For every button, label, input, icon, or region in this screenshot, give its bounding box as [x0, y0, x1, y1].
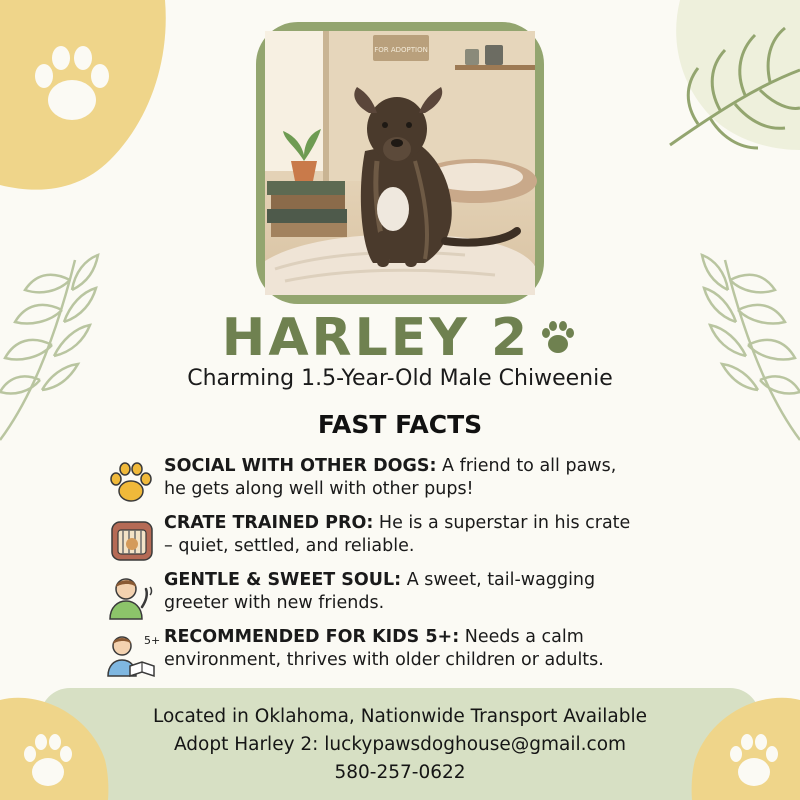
dog-photo-illustration	[265, 31, 535, 295]
fact-title: SOCIAL WITH OTHER DOGS:	[164, 456, 437, 476]
footer-adopt-contact[interactable]: Adopt Harley 2: luckypawsdoghouse@gmail.com	[173, 734, 627, 755]
waving-person-icon	[104, 573, 158, 621]
top-right-leaf-decoration	[640, 0, 800, 200]
paw-print-icon	[538, 309, 578, 373]
kids-age-badge: 5+	[144, 634, 161, 647]
fact-title: CRATE TRAINED PRO:	[164, 513, 374, 533]
top-left-blob-decoration	[0, 0, 170, 200]
fact-title: RECOMMENDED FOR KIDS 5+:	[164, 627, 460, 647]
pet-photo	[265, 31, 535, 295]
fact-text	[164, 512, 744, 558]
pet-name-text: HARLEY 2	[221, 308, 531, 368]
fact-text	[164, 569, 744, 615]
fact-desc-line1: A sweet, tail-wagging	[401, 570, 596, 590]
paw-print-icon	[104, 459, 158, 507]
fact-text	[164, 455, 744, 501]
footer-phone[interactable]: 580-257-0622	[334, 762, 466, 783]
pet-photo-frame	[256, 22, 544, 304]
fact-item-crate	[104, 512, 744, 568]
fact-item-kids	[104, 626, 744, 682]
fast-facts-heading: FAST FACTS	[317, 410, 483, 439]
fact-item-gentle	[104, 569, 744, 625]
fact-title: GENTLE & SWEET SOUL:	[164, 570, 402, 590]
fact-desc-line2: greeter with new friends.	[164, 593, 385, 613]
dog-crate-icon	[104, 516, 158, 564]
fact-desc-line2: environment, thrives with older children or adults.	[164, 650, 604, 670]
footer-location: Located in Oklahoma, Nationwide Transport Available	[152, 706, 648, 727]
fact-desc-line2: he gets along well with other pups!	[164, 479, 474, 499]
fact-text	[164, 626, 744, 672]
fact-desc-line1: A friend to all paws,	[436, 456, 617, 476]
pet-name-heading	[0, 306, 800, 370]
photo-sign-text: FOR ADOPTION	[374, 46, 428, 54]
fact-desc-line1: He is a superstar in his crate	[373, 513, 631, 533]
fact-item-social	[104, 455, 744, 511]
fact-desc-line1: Needs a calm	[459, 627, 584, 647]
child-reading-icon	[104, 630, 161, 678]
pet-subtitle: Charming 1.5-Year-Old Male Chiweenie	[187, 366, 613, 391]
fact-desc-line2: – quiet, settled, and reliable.	[164, 536, 415, 556]
